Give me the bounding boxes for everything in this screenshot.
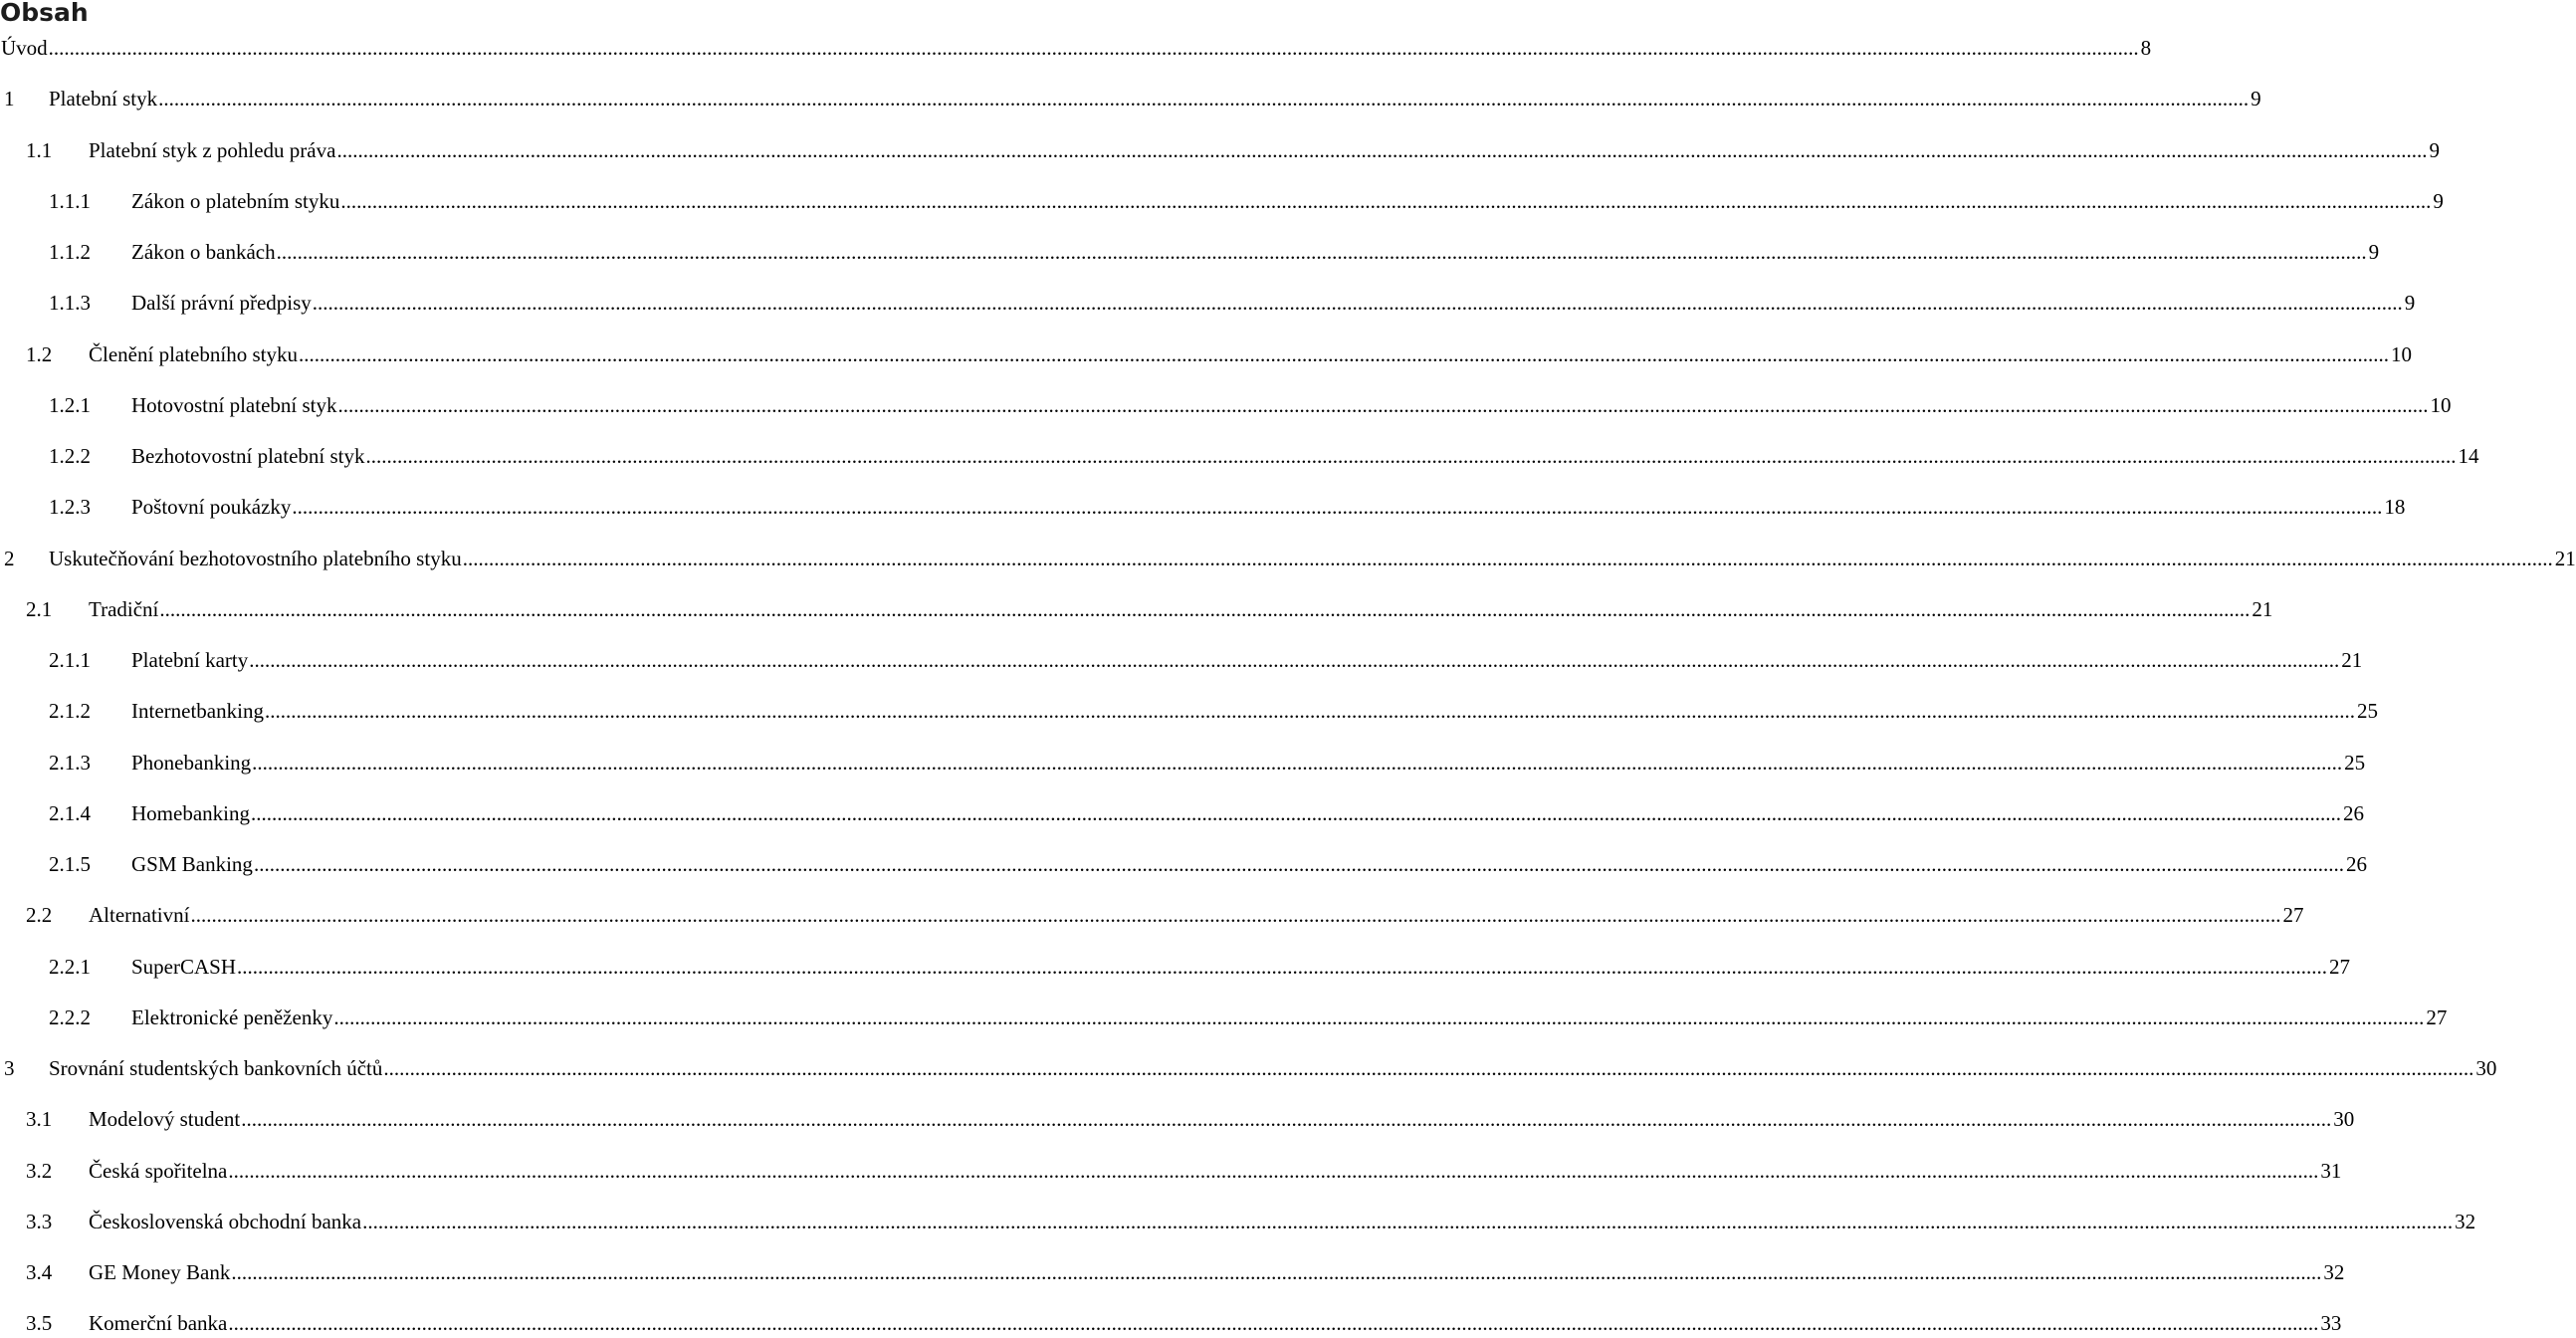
toc-entry-page: 27 <box>2426 1004 2448 1029</box>
toc-entry[interactable] <box>0 288 2416 318</box>
toc-entry[interactable] <box>0 441 2479 471</box>
toc-entry-page: 14 <box>2458 444 2479 468</box>
toc-entry-page: 25 <box>2356 699 2378 724</box>
toc-entry-title[interactable]: Alternativní <box>89 903 190 928</box>
toc-entry-title[interactable]: Československá obchodní banka <box>89 1209 362 1233</box>
dot-leader: ................................................................................................................................................................................................................................................................................................................................................................................................................ <box>292 495 2383 520</box>
dot-leader: ................................................................................................................................................................................................................................................................................................................................................................................................................ <box>340 188 2432 213</box>
toc-entry-title[interactable]: Komerční banka <box>89 1311 228 1336</box>
dot-leader: ................................................................................................................................................................................................................................................................................................................................................................................................................ <box>362 1209 2454 1233</box>
toc-entry-page: 10 <box>2390 341 2412 366</box>
toc-entry[interactable] <box>0 748 2366 778</box>
dot-leader: ................................................................................................................................................................................................................................................................................................................................................................................................................ <box>228 1311 2319 1336</box>
toc-entry-page: 10 <box>2430 392 2452 417</box>
dot-leader: ................................................................................................................................................................................................................................................................................................................................................................................................................ <box>264 699 2355 724</box>
toc-entry-number: 2.1 <box>26 596 53 621</box>
toc-entry-number: 1.2 <box>26 341 53 366</box>
toc-entry-title[interactable]: Česká spořitelna <box>89 1158 228 1183</box>
toc-entry-title[interactable]: Úvod <box>1 36 48 60</box>
dot-leader: ................................................................................................................................................................................................................................................................................................................................................................................................................ <box>159 596 2251 621</box>
toc-entry-title[interactable]: Internetbanking <box>131 699 264 724</box>
toc-entry-page: 30 <box>2475 1056 2497 1080</box>
dot-leader: ................................................................................................................................................................................................................................................................................................................................................................................................................ <box>383 1056 2474 1080</box>
dot-leader: ................................................................................................................................................................................................................................................................................................................................................................................................................ <box>276 240 2367 264</box>
toc-entry-title[interactable]: Poštovní poukázky <box>131 495 292 520</box>
dot-leader: ................................................................................................................................................................................................................................................................................................................................................................................................................ <box>190 903 2281 928</box>
toc-entry-number: 1.2.3 <box>49 495 91 520</box>
dot-leader: ................................................................................................................................................................................................................................................................................................................................................................................................................ <box>253 852 2344 876</box>
toc-entry[interactable] <box>0 849 2367 879</box>
toc-entry-page: 32 <box>2323 1260 2345 1284</box>
toc-entry-number: 1.1.3 <box>49 291 91 316</box>
toc-entry-number: 2.1.2 <box>49 699 91 724</box>
toc-entry-title[interactable]: Srovnání studentských bankovních účtů <box>49 1056 383 1080</box>
dot-leader: ................................................................................................................................................................................................................................................................................................................................................................................................................ <box>312 291 2403 316</box>
toc-entry[interactable] <box>0 798 2364 828</box>
toc-entry-number: 1.2.1 <box>49 392 91 417</box>
dot-leader: ................................................................................................................................................................................................................................................................................................................................................................................................................ <box>237 954 2328 979</box>
toc-entry-page: 9 <box>2404 291 2416 316</box>
dot-leader: ................................................................................................................................................................................................................................................................................................................................................................................................................ <box>249 648 2340 672</box>
toc-entry-number: 3 <box>4 1056 15 1080</box>
toc-entry-number: 2.1.3 <box>49 750 91 775</box>
toc-entry-number: 3.5 <box>26 1311 53 1336</box>
toc-entry[interactable] <box>0 339 2412 369</box>
toc-entry[interactable] <box>0 1308 2342 1338</box>
toc-entry-page: 9 <box>2433 188 2444 213</box>
toc-entry-number: 3.4 <box>26 1260 53 1284</box>
dot-leader: ................................................................................................................................................................................................................................................................................................................................................................................................................ <box>462 546 2553 570</box>
toc-entry-title[interactable]: Tradiční <box>89 596 159 621</box>
dot-leader: ................................................................................................................................................................................................................................................................................................................................................................................................................ <box>250 800 2341 825</box>
toc-entry-page: 26 <box>2342 800 2364 825</box>
toc-entry-number: 2.1.1 <box>49 648 91 672</box>
dot-leader: ................................................................................................................................................................................................................................................................................................................................................................................................................ <box>241 1107 2332 1132</box>
toc-entry-title[interactable]: Zákon o bankách <box>131 240 276 264</box>
toc-entry[interactable] <box>0 900 2304 930</box>
dot-leader: ................................................................................................................................................................................................................................................................................................................................................................................................................ <box>336 137 2428 162</box>
toc-entry-title[interactable]: Homebanking <box>131 800 250 825</box>
dot-leader: ................................................................................................................................................................................................................................................................................................................................................................................................................ <box>365 444 2457 468</box>
toc-entry-title[interactable]: Další právní předpisy <box>131 291 312 316</box>
dot-leader: ................................................................................................................................................................................................................................................................................................................................................................................................................ <box>337 392 2429 417</box>
dot-leader: ................................................................................................................................................................................................................................................................................................................................................................................................................ <box>298 341 2389 366</box>
toc-entry-number: 2.2.1 <box>49 954 91 979</box>
toc-entry-title[interactable]: Platební styk z pohledu práva <box>89 137 336 162</box>
toc-entry-number: 3.1 <box>26 1107 53 1132</box>
toc-entry[interactable] <box>0 1156 2342 1186</box>
toc-entry[interactable] <box>0 84 2261 113</box>
toc-entry-title[interactable]: Hotovostní platební styk <box>131 392 337 417</box>
toc-entry-title[interactable]: Phonebanking <box>131 750 252 775</box>
toc-entry[interactable] <box>0 1053 2497 1083</box>
toc-entry[interactable] <box>0 1104 2355 1134</box>
toc-entry-title[interactable]: Uskutečňování bezhotovostního platebního styku <box>49 546 462 570</box>
toc-heading: Obsah <box>0 0 89 27</box>
toc-entry[interactable] <box>0 645 2363 675</box>
toc-entry-page: 8 <box>2140 36 2152 60</box>
toc-entry-page: 9 <box>2251 87 2261 112</box>
toc-entry-number: 1.1.1 <box>49 188 91 213</box>
toc-entry[interactable] <box>0 952 2351 982</box>
toc-entry[interactable] <box>0 492 2406 522</box>
toc-entry[interactable] <box>0 1003 2448 1032</box>
toc-entry-page: 25 <box>2344 750 2366 775</box>
toc-entry-title[interactable]: Zákon o platebním styku <box>131 188 340 213</box>
toc-entry-number: 1.2.2 <box>49 444 91 468</box>
toc-entry[interactable] <box>0 1207 2476 1236</box>
toc-entry[interactable] <box>0 33 2152 63</box>
toc-entry-number: 2.2 <box>26 903 53 928</box>
toc-entry-page: 27 <box>2282 903 2304 928</box>
toc-entry-number: 2 <box>4 546 15 570</box>
toc-entry-title[interactable]: Bezhotovostní platební styk <box>131 444 365 468</box>
toc-entry-number: 1 <box>4 87 15 112</box>
toc-entry-title[interactable]: Modelový student <box>89 1107 241 1132</box>
toc-entry[interactable] <box>0 135 2440 165</box>
toc-entry-page: 18 <box>2384 495 2406 520</box>
toc-entry[interactable] <box>0 594 2273 624</box>
toc-entry-number: 2.2.2 <box>49 1004 91 1029</box>
toc-entry[interactable] <box>0 696 2378 726</box>
toc-entry[interactable] <box>0 186 2444 216</box>
dot-leader: ................................................................................................................................................................................................................................................................................................................................................................................................................ <box>228 1158 2319 1183</box>
toc-entry-title[interactable]: Platební karty <box>131 648 249 672</box>
dot-leader: ................................................................................................................................................................................................................................................................................................................................................................................................................ <box>158 87 2250 112</box>
toc-entry[interactable] <box>0 544 2576 573</box>
toc-entry-page: 21 <box>2252 596 2273 621</box>
toc-entry-page: 9 <box>2368 240 2380 264</box>
toc-entry-page: 9 <box>2429 137 2440 162</box>
toc-entry-page: 21 <box>2341 648 2363 672</box>
toc-entry-page: 26 <box>2345 852 2367 876</box>
dot-leader: ................................................................................................................................................................................................................................................................................................................................................................................................................ <box>48 36 2139 60</box>
toc-entry-title[interactable]: GSM Banking <box>131 852 253 876</box>
toc-entry-number: 3.3 <box>26 1209 53 1233</box>
toc-entry-page: 21 <box>2554 546 2576 570</box>
toc-entry-number: 1.1 <box>26 137 53 162</box>
toc-entry-page: 31 <box>2320 1158 2342 1183</box>
toc-entry-page: 32 <box>2455 1209 2476 1233</box>
dot-leader: ................................................................................................................................................................................................................................................................................................................................................................................................................ <box>333 1004 2425 1029</box>
toc-entry-page: 30 <box>2333 1107 2355 1132</box>
dot-leader: ................................................................................................................................................................................................................................................................................................................................................................................................................ <box>252 750 2343 775</box>
toc-entry-title[interactable]: Členění platebního styku <box>89 341 298 366</box>
toc-entry-number: 2.1.4 <box>49 800 91 825</box>
toc-entry-title[interactable]: Platební styk <box>49 87 158 112</box>
toc-entry[interactable] <box>0 390 2452 420</box>
toc-entry-number: 3.2 <box>26 1158 53 1183</box>
toc-entry-title[interactable]: Elektronické peněženky <box>131 1004 333 1029</box>
toc-entry[interactable] <box>0 1257 2345 1287</box>
toc-entry-number: 2.1.5 <box>49 852 91 876</box>
toc-entry[interactable] <box>0 237 2380 267</box>
dot-leader: ................................................................................................................................................................................................................................................................................................................................................................................................................ <box>231 1260 2322 1284</box>
toc-entry-title[interactable]: SuperCASH <box>131 954 237 979</box>
toc-entry-number: 1.1.2 <box>49 240 91 264</box>
toc-entry-page: 33 <box>2320 1311 2342 1336</box>
toc-entry-title[interactable]: GE Money Bank <box>89 1260 231 1284</box>
toc-entry-page: 27 <box>2329 954 2351 979</box>
